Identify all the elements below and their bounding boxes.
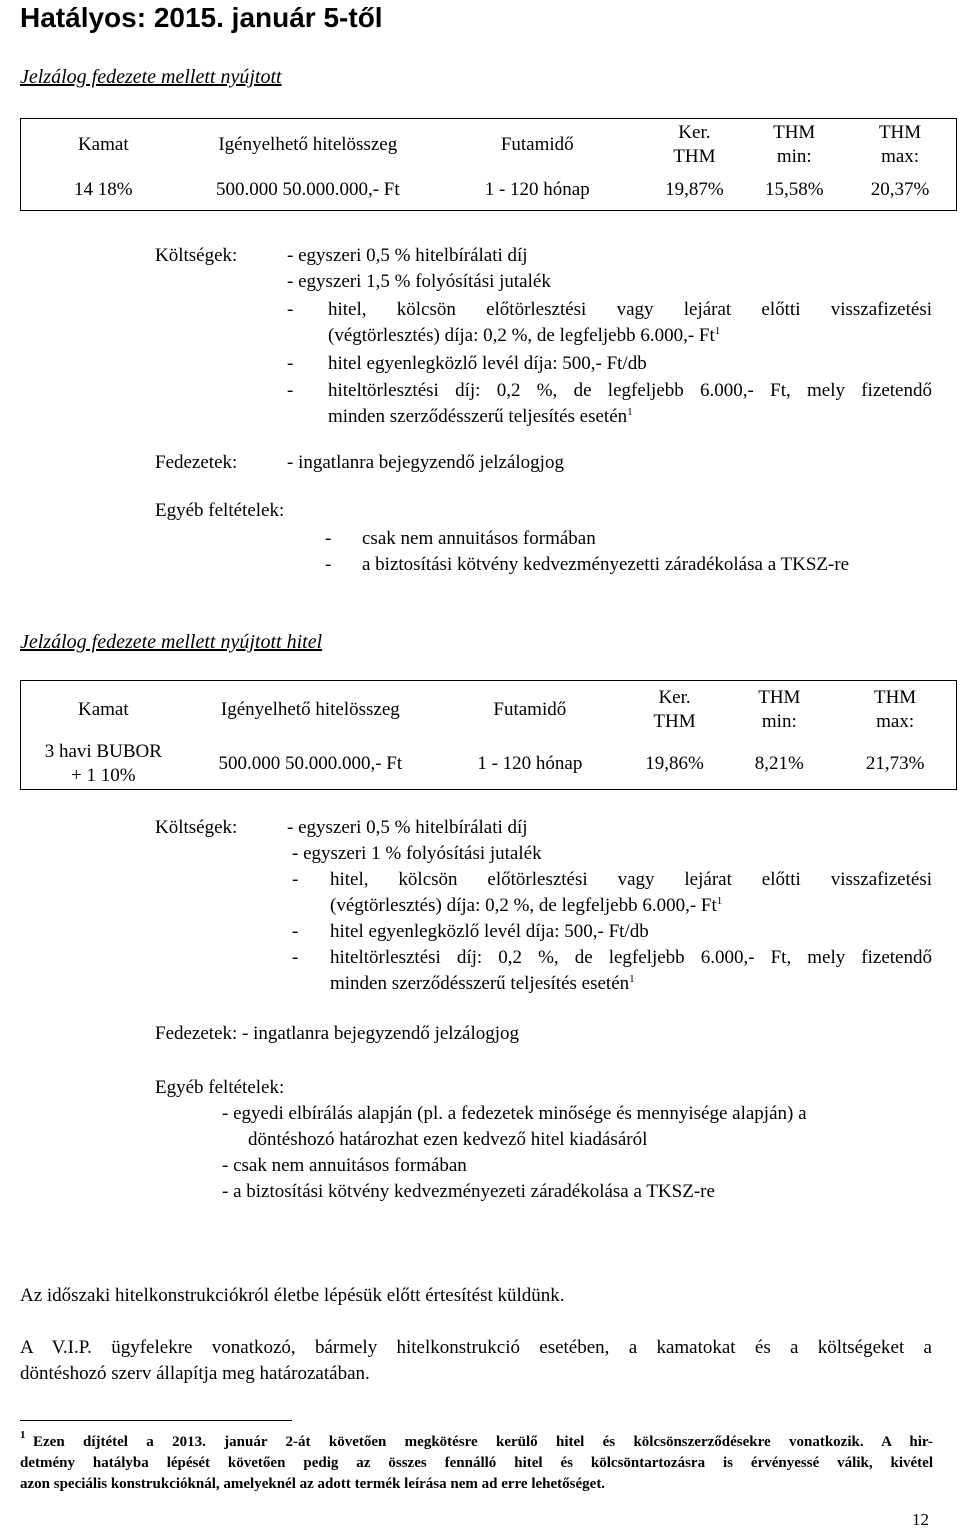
list-dash: - xyxy=(287,353,294,374)
table-header-kamat: Kamat xyxy=(77,133,129,155)
collateral-item: Fedezetek: - ingatlanra bejegyzendő jelzálogjog xyxy=(155,1023,520,1044)
table-cell-thm-max: 20,37% xyxy=(870,179,930,201)
cost-item: - egyszeri 1 % folyósítási jutalék xyxy=(292,843,542,864)
table-cell-thm-min: 8,21% xyxy=(754,752,804,774)
cost-item: - egyszeri 0,5 % hitelbírálati díj xyxy=(287,817,528,838)
section-title-1: Jelzálog fedezete mellett nyújtott xyxy=(20,66,282,88)
table-cell-term: 1 - 120 hónap xyxy=(477,752,583,774)
table-header-thm-max: THM max: xyxy=(878,121,922,167)
table-cell-term: 1 - 120 hónap xyxy=(484,179,590,201)
cost-item: - egyszeri 0,5 % hitelbírálati díj xyxy=(287,245,528,266)
footnote-ref: 1 xyxy=(629,973,635,985)
table-cell-kamat: 14 18% xyxy=(73,179,133,201)
cost-item: minden szerződésszerű teljesítés esetén$^1$ xyxy=(330,973,635,994)
footnote-text: Ezen díjtétel a 2013. január 2-át követően megkötésre kerülő hitel és kölcsönszerződésekre vonatkozik. A hir- xyxy=(33,1434,933,1450)
rate-table-2 xyxy=(20,680,957,790)
table-cell-amount: 500.000 50.000.000,- Ft xyxy=(215,179,400,201)
table-cell-amount: 500.000 50.000.000,- Ft xyxy=(218,752,403,774)
cost-item: hitel, kölcsön előtörlesztési vagy lejárat előtti visszafizetési xyxy=(328,299,932,320)
other-condition-item: csak nem annuitásos formában xyxy=(362,528,596,549)
other-conditions-label: Egyéb feltételek: xyxy=(155,500,285,521)
cost-item: - egyszeri 1,5 % folyósítási jutalék xyxy=(287,271,551,292)
other-condition-item: döntéshozó határozhat ezen kedvező hitel kiadásáról xyxy=(248,1129,648,1150)
cost-item: hitel egyenlegközlő levél díja: 500,- Ft/db xyxy=(328,353,647,374)
cost-item: hiteltörlesztési díj: 0,2 %, de legfeljebb 6.000,- Ft, mely fizetendő xyxy=(328,380,932,401)
table-cell-thm-max: 21,73% xyxy=(865,752,925,774)
rate-table-1 xyxy=(20,118,957,211)
other-condition-item: - csak nem annuitásos formában xyxy=(222,1155,467,1176)
other-condition-item: - egyedi elbírálás alapján (pl. a fedezetek minősége és mennyisége alapján) a xyxy=(222,1103,807,1124)
footnote-mark: 1 xyxy=(20,1429,26,1441)
cost-item: hitel egyenlegközlő levél díja: 500,- Ft/db xyxy=(330,921,649,942)
footnote-ref: 1 xyxy=(716,895,723,907)
table-cell-kamat: 3 havi BUBOR + 1 10% xyxy=(44,740,162,786)
cost-item: (végtörlesztés) díja: 0,2 %, de legfeljebb 6.000,- Ft$^1$ xyxy=(328,325,721,346)
footnote-text: azon speciális konstrukcióknál, amelyeknél az adott termék leírása nem ad erre lehetőséget. xyxy=(20,1476,606,1492)
table-header-thm-max: THM max: xyxy=(873,686,917,732)
cost-item: minden szerződésszerű teljesítés esetén$^1$ xyxy=(328,406,633,427)
list-dash: - xyxy=(287,380,294,401)
collateral-label: Fedezetek: xyxy=(155,452,238,473)
table-header-thm-min: THM min: xyxy=(758,686,801,732)
note-paragraph: Az időszaki hitelkonstrukciókról életbe lépésük előtt értesítést küldünk. xyxy=(20,1285,565,1306)
list-dash: - xyxy=(325,528,332,549)
table-header-ker-thm: Ker. THM xyxy=(653,686,696,732)
table-cell-ker-thm: 19,86% xyxy=(645,752,704,774)
other-conditions-label: Egyéb feltételek: xyxy=(155,1077,285,1098)
page-number: 12 xyxy=(912,1510,929,1529)
page-title: Hatályos: 2015. január 5-től xyxy=(20,2,383,33)
list-dash: - xyxy=(287,299,294,320)
costs-label: Költségek: xyxy=(155,245,238,266)
table-header-ker-thm: Ker. THM xyxy=(673,121,716,167)
list-dash: - xyxy=(292,921,299,942)
table-header-term: Futamidő xyxy=(500,133,574,155)
other-condition-item: - a biztosítási kötvény kedvezményezeti záradékolása a TKSZ-re xyxy=(222,1181,715,1202)
footnote-ref: 1 xyxy=(627,406,633,418)
cost-item: (végtörlesztés) díja: 0,2 %, de legfeljebb 6.000,- Ft$^1$ xyxy=(330,895,723,916)
list-dash: - xyxy=(292,947,299,968)
other-condition-item: a biztosítási kötvény kedvezményezetti záradékolása a TKSZ-re xyxy=(362,554,850,575)
list-dash: - xyxy=(292,869,299,890)
collateral-item: - ingatlanra bejegyzendő jelzálogjog xyxy=(287,452,564,473)
list-dash: - xyxy=(325,554,332,575)
table-header-term: Futamidő xyxy=(493,698,567,720)
table-header-amount: Igényelhető hitelösszeg xyxy=(218,133,398,155)
table-header-amount: Igényelhető hitelösszeg xyxy=(220,698,400,720)
note-paragraph: A V.I.P. ügyfelekre vonatkozó, bármely hitelkonstrukció esetében, a kamatokat és a költségeket a xyxy=(20,1337,932,1358)
footnote-ref: 1 xyxy=(714,325,721,337)
table-header-kamat: Kamat xyxy=(77,698,129,720)
footnote-separator xyxy=(20,1420,292,1421)
note-paragraph: döntéshozó szerv állapítja meg határozatában. xyxy=(20,1363,370,1384)
footnote-text: detmény hatályba lépését követően pedig az összes fennálló hitel és kölcsöntartozásra is érvényessé válik, kivétel xyxy=(20,1455,933,1471)
table-cell-ker-thm: 19,87% xyxy=(665,179,724,201)
costs-label: Költségek: xyxy=(155,817,238,838)
section-title-2: Jelzálog fedezete mellett nyújtott hitel xyxy=(20,631,323,653)
cost-item: hiteltörlesztési díj: 0,2 %, de legfeljebb 6.000,- Ft, mely fizetendő xyxy=(330,947,932,968)
table-header-thm-min: THM min: xyxy=(773,121,816,167)
cost-item: hitel, kölcsön előtörlesztési vagy lejárat előtti visszafizetési xyxy=(330,869,932,890)
table-cell-thm-min: 15,58% xyxy=(764,179,824,201)
